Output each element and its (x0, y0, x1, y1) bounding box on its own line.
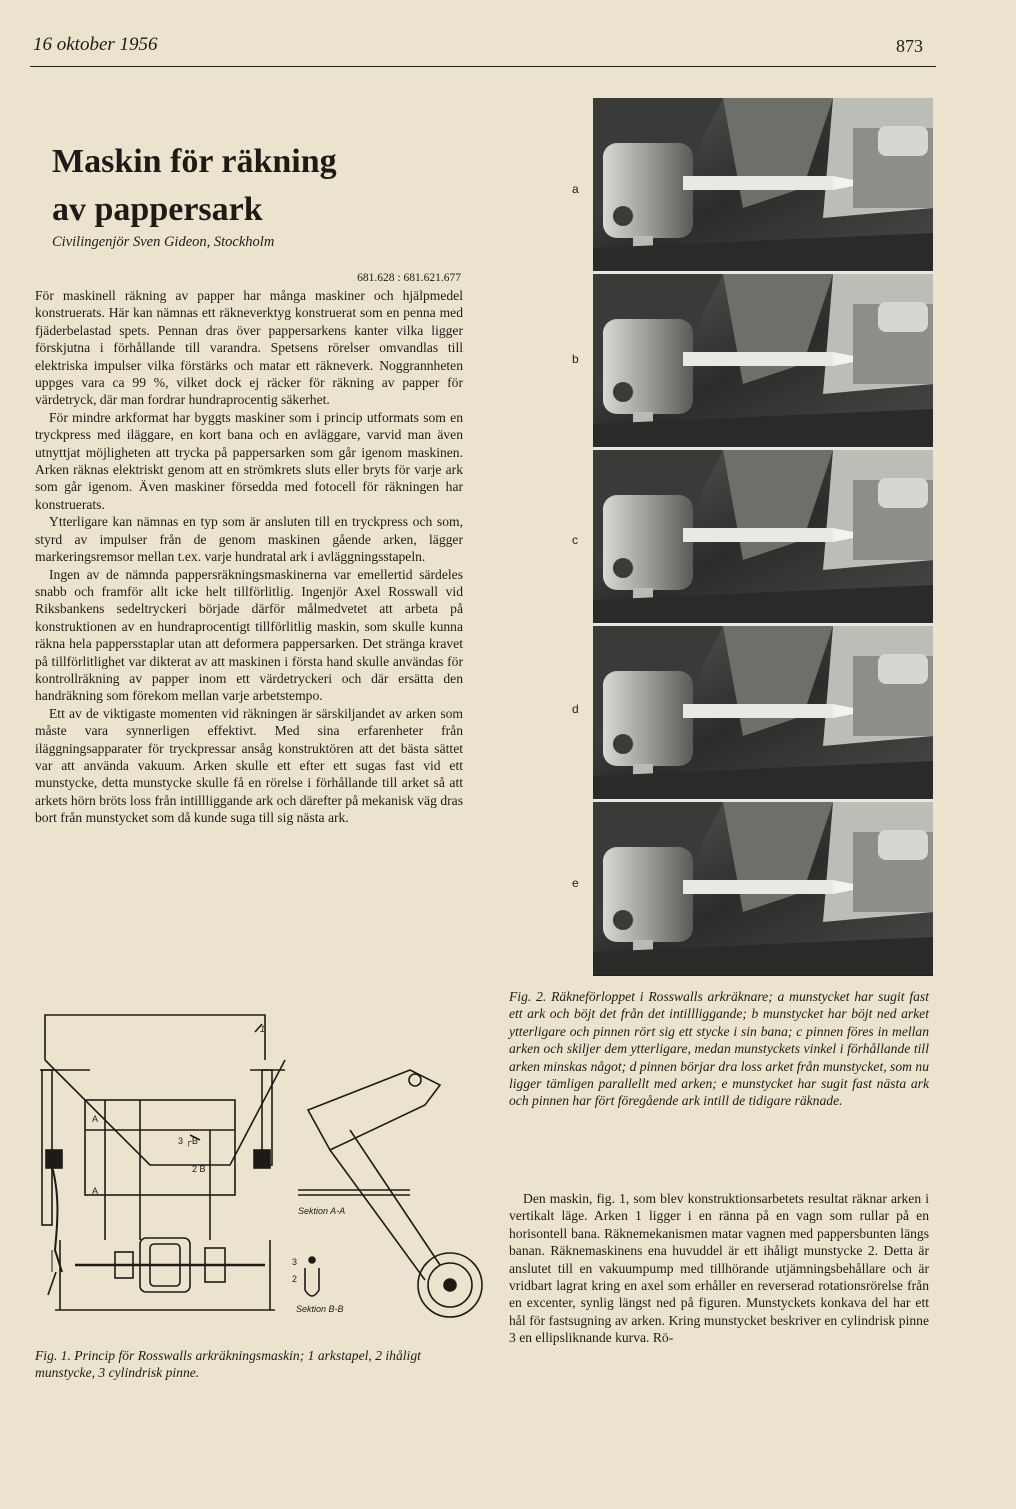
photo-panel-b (593, 274, 933, 447)
figure-2-caption: Fig. 2. Räkneförloppet i Rosswalls arkräknare; a munstycket har sugit fast ett ark och böjt det från det intillliggande; b munstycket har böjt ned arket ytterligare och pinnen rört sig ett stycke i sin bana; c pinnen föres in mellan arken och skiljer dem ytterligare, medan munstyckets vinkel i förhållande till arken minskas något; d pinnen börjar dra loss arket från munstycket, som nu ligger tämligen parallellt med arken; e munstycket har sugit fast nästa ark och pinnen har fört föregående ark intill de tidigare räknade. (509, 989, 929, 1109)
label-3-b: 3 ┌B (178, 1136, 198, 1146)
running-date: 16 oktober 1956 (33, 34, 158, 55)
paragraph: Den maskin, fig. 1, som blev konstruktionsarbetets resultat räknar arken i vertikalt läge. Arken 1 ligger i en ränna på en vagn som rullar på en horisontell bana. Räknemekanismen matar vagnen med pappersbunten längs banan. Räknemaskinens ena huvuddel är ett ihåligt munstycke 2. Detta är anslutet till en vakuumpump med tillhörande utjämningsbehållare och är vridbart lagrat kring en axel som erhåller en reverserad rotationsrörelse från en excenter, synlig längst ned på figuren. Munstyckets konkava del har ett hål för fastsugning av arken. Kring munstycket beskriver en cylindrisk pinne 3 en ellipsliknande kurva. Rö- (509, 1191, 929, 1346)
title-line-1: Maskin för räkning (52, 143, 337, 180)
figure-1-caption: Fig. 1. Princip för Rosswalls arkräkningsmaskin; 1 arkstapel, 2 ihåligt munstycke, 3 cylindrisk pinne. (35, 1348, 421, 1381)
photo-panel-e (593, 802, 933, 975)
header-rule (30, 66, 936, 67)
panel-label-b: b (572, 352, 579, 366)
label-a-side: A (92, 1186, 99, 1196)
article-title (52, 138, 532, 234)
photo-panel-a (593, 98, 933, 271)
machine-schematic (30, 1010, 490, 1335)
udc-code: 681.628 : 681.621.677 (357, 272, 461, 284)
article-body-right (509, 1190, 929, 1347)
panel-label-e: e (572, 876, 579, 890)
title-line-2: av pappersark (52, 191, 263, 228)
panel-label-c: c (572, 533, 578, 547)
page-number: 873 (896, 36, 923, 56)
label-2-b: 2 B (192, 1164, 206, 1174)
label-1: 1 (260, 1024, 266, 1034)
figure-2-photo-strip (593, 98, 933, 976)
photo-panel-c (593, 450, 933, 623)
label-section-aa: Sektion A-A (298, 1206, 346, 1216)
figure-2-photos (593, 98, 933, 976)
label-a-top: A (92, 1114, 99, 1124)
label-section-bb: Sektion B-B (296, 1304, 344, 1314)
label-3: 3 (292, 1257, 298, 1267)
byline: Civilingenjör Sven Gideon, Stockholm (52, 234, 275, 250)
paragraph: Ett av de viktigaste momenten vid räkningen är särskiljandet av arken som måste vara synnerligen effektivt. Med sina erfarenheter från iläggningsapparater för tryckpressar ansåg konstruktören att det bästa sättet var att använda vakuum. Arken skulle ett efter ett sugas fast vid ett munstycke, detta munstycke skulle få en rörelse i förhållande till arket så att arkets hörn bröts loss från intillliggande ark och därefter på mekanisk väg dras bort från munstycket som då kunde suga till sig nästa ark. (35, 705, 463, 826)
paragraph: Ytterligare kan nämnas en typ som är ansluten till en tryckpress och som, styrd av impulser från de genom maskinen gående arken, lägger markeringsremsor mellan t.ex. varje hundratal ark i avläggningsstapeln. (35, 514, 463, 565)
panel-label-d: d (572, 702, 579, 716)
photo-panel-d (593, 626, 933, 799)
figure-1-diagram (30, 1010, 490, 1335)
paragraph: För mindre arkformat har byggts maskiner som i princip utformats som en tryckpress med iläggare, en kort bana och en avläggare, varvid man även utnyttjat möjligheten att trycka på pappersarken som går igenom maskinen. Arken räknas elektriskt genom att en strömkrets sluts eller bryts för varje ark som går igenom. Även maskiner försedda med fotocell för räkningen har konstruerats. (35, 409, 463, 512)
panel-label-a: a (572, 182, 579, 196)
paragraph: För maskinell räkning av papper har många maskiner och hjälpmedel konstruerats. Här kan nämnas ett räkneverktyg konstruerat som en penna med fjäderbelastad spets. Pennan dras över pappersarkens kanter vilka ligger förskjutna i förhållande till varandra. Spetsens rörelser omvandlas till elektriska impulser vilka förstärks och matar ett räkneverk. Noggrannheten uppges vara ca 99 %, vilket dock ej räcker för räkning av papper för värdetryck, där man fordrar hundraprocentig säkerhet. (35, 288, 463, 408)
article-body (35, 287, 463, 827)
paragraph: Ingen av de nämnda pappersräkningsmaskinerna var emellertid särdeles snabb och framför allt icke helt tillförlitlig. Ingenjör Axel Rosswall vid Riksbankens sedeltryckeri började därför målmedvetet att arbeta på konstruktionen av en hundraprocentigt tillförlitlig maskin, som skulle kunna räkna hela pappersstaplar utan att deformera pappersarken. Det stränga kravet på tillförlitlighet var dikterat av att maskinen i första hand skulle användas för kontrollräkning av papper inom ett värdetryckeri och där ersätta den handräkning som förekom mellan varje arbetstempo. (35, 566, 463, 704)
label-2: 2 (292, 1274, 298, 1284)
